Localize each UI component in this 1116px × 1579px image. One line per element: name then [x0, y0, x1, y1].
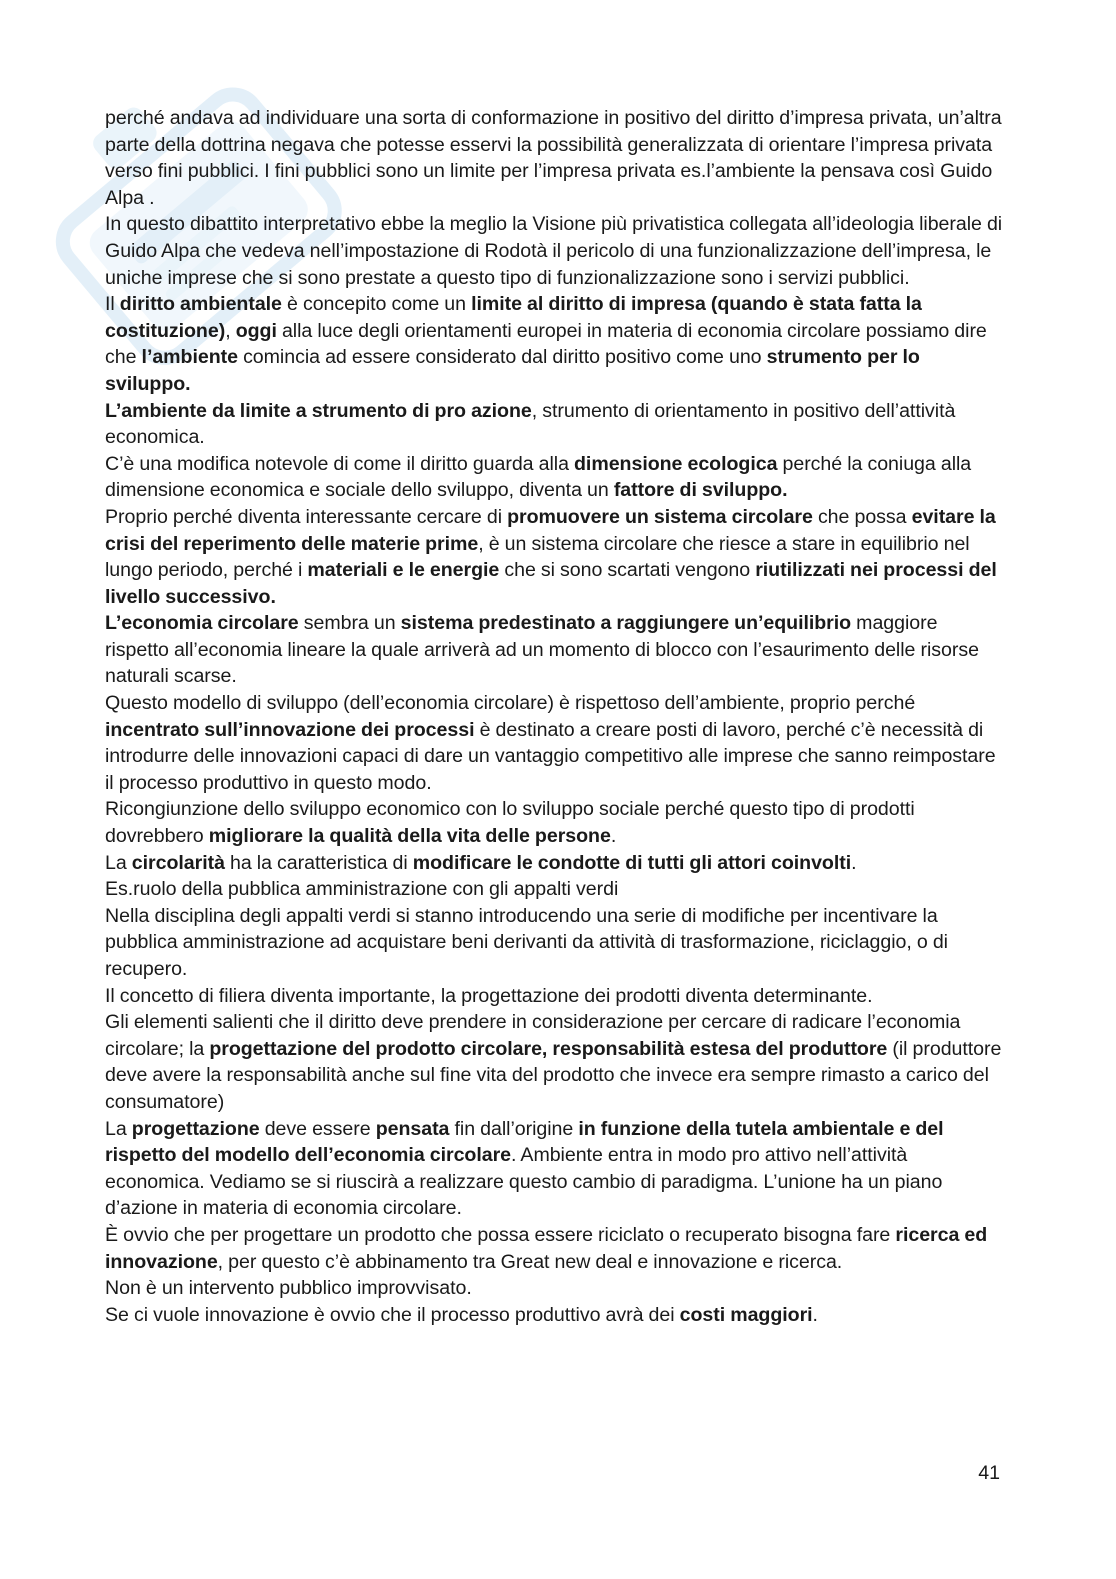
paragraph [105, 850, 1005, 877]
paragraph [105, 1275, 1005, 1302]
text-run: Il concetto di filiera diventa importante, la progettazione dei prodotti diventa determinante. [105, 984, 873, 1007]
bold-text: ricerca ed innovazione [105, 1223, 988, 1273]
bold-text: incentrato sull’innovazione dei processi [105, 718, 475, 741]
paragraph [105, 504, 1005, 610]
paragraph [105, 983, 1005, 1010]
text-run: Non è un intervento pubblico improvvisato. [105, 1277, 472, 1300]
text-run: , [225, 319, 236, 342]
bold-text: migliorare la qualità della vita delle persone [208, 825, 611, 848]
text-run: Se ci vuole innovazione è ovvio che il processo produttivo avrà dei [105, 1303, 680, 1326]
bold-text: fattore di sviluppo. [613, 479, 788, 502]
paragraph [105, 211, 1005, 291]
bold-text: dimensione ecologica [574, 452, 778, 475]
paragraph [105, 105, 1005, 211]
text-run: La [105, 1117, 132, 1140]
text-run: Il [105, 293, 120, 316]
text-run: maggiore rispetto all’economia lineare la quale arriverà ad un momento di blocco con l’esaurimento delle risorse naturali scarse. [105, 612, 979, 688]
text-run: alla luce degli orientamenti europei in materia di economia circolare possiamo dire che [105, 319, 987, 369]
body-text [105, 105, 1005, 1328]
bold-text: oggi [235, 319, 277, 342]
bold-text: materiali e le energie [307, 559, 500, 582]
text-run: è concepito come un [281, 293, 472, 316]
text-run: Proprio perché diventa interessante cercare di [105, 505, 508, 528]
bold-text: riutilizzati nei processi del livello successivo. [105, 559, 997, 608]
text-run: comincia ad essere considerato dal diritto positivo come uno [237, 346, 767, 369]
text-run: perché andava ad individuare una sorta di conformazione in positivo del diritto d’impresa privata, un’altra parte della dottrina negava che potesse esservi la possibilità generalizzata di orientare l’impresa privata verso fini pubblici. I fini pubblici sono un limite per l’impresa privata es.l’ambiente la pensava così Guido Alpa . [105, 107, 1002, 209]
text-run: . [851, 851, 857, 874]
text-run: sembra un [298, 612, 401, 635]
text-run: Nella disciplina degli appalti verdi si stanno introducendo una serie di modifiche per incentivare la pubblica amministrazione ad acquistare beni derivanti da attività di trasformazione, riciclaggio, o di recupero. [105, 904, 948, 980]
text-run: , strumento di orientamento in positivo dell’attività economica. [105, 399, 956, 449]
text-run: In questo dibattito interpretativo ebbe la meglio la Visione più privatistica collegata all’ideologia liberale di Guido Alpa che vedeva nell’impostazione di Rodotà il pericolo di una funzionalizzazione dell’impresa, le uniche imprese che si sono prestate a questo tipo di funzionalizzazione sono i servizi pubblici. [105, 213, 1003, 289]
paragraph [105, 1116, 1005, 1222]
bold-text: sistema predestinato a raggiungere un’equilibrio [400, 612, 852, 635]
paragraph [105, 690, 1005, 796]
bold-text: in funzione della tutela ambientale e del rispetto del modello dell’economia circolare [105, 1117, 944, 1167]
bold-text: strumento per lo sviluppo. [105, 346, 920, 395]
text-run: Gli elementi salienti che il diritto deve prendere in considerazione per cercare di radicare l’economia circolare; la [105, 1011, 961, 1060]
paragraph [105, 398, 1005, 451]
text-run: ha la caratteristica di [224, 851, 413, 874]
bold-text: progettazione del prodotto circolare, responsabilità estesa del produttore [209, 1037, 888, 1060]
paragraph [105, 610, 1005, 690]
bold-text: costi maggiori [679, 1303, 813, 1326]
bold-text: evitare la crisi del reperimento delle materie prime [105, 505, 996, 555]
bold-text: promuovere un sistema circolare [507, 505, 813, 528]
text-run: . Ambiente entra in modo pro attivo nell’attività economica. Vediamo se si riuscirà a realizzare questo cambio di paradigma. L’unione ha un piano d’azione in materia di economia circolare. [105, 1144, 943, 1220]
paragraph [105, 451, 1005, 504]
text-run: che possa [812, 505, 912, 528]
text-run: (il produttore deve avere la responsabilità anche sul fine vita del prodotto che invece era sempre rimasto a carico del consumatore) [105, 1037, 1002, 1113]
text-run: Es.ruolo della pubblica amministrazione con gli appalti verdi [105, 878, 619, 901]
bold-text: l’ambiente [141, 346, 238, 369]
bold-text: L’economia circolare [105, 612, 299, 635]
paragraph [105, 1009, 1005, 1115]
paragraph [105, 291, 1005, 397]
paragraph [105, 1302, 1005, 1329]
text-run: Ricongiunzione dello sviluppo economico con lo sviluppo sociale perché questo tipo di prodotti dovrebbero [105, 798, 915, 848]
text-run: . [812, 1303, 818, 1326]
text-run: perché la coniuga alla dimensione economica e sociale dello sviluppo, diventa un [105, 452, 972, 502]
text-run: che si sono scartati vengono [499, 559, 756, 582]
bold-text: pensata [375, 1117, 450, 1140]
bold-text: circolarità [131, 851, 225, 874]
text-run: è destinato a creare posti di lavoro, perché c’è necessità di introdurre delle innovazioni capaci di dare un vantaggio competitivo alle imprese che sanno reimpostare il processo produttivo in questo modo. [105, 718, 996, 794]
paragraph [105, 1222, 1005, 1275]
bold-text: modificare le condotte di tutti gli attori coinvolti [412, 851, 852, 874]
text-run: La [105, 851, 132, 874]
text-run: C’è una modifica notevole di come il diritto guarda alla [105, 452, 575, 475]
text-run: deve essere [259, 1117, 376, 1140]
text-run: , per questo c’è abbinamento tra Great new deal e innovazione e ricerca. [217, 1250, 843, 1273]
paragraph [105, 903, 1005, 983]
bold-text: progettazione [131, 1117, 260, 1140]
text-run: . [610, 825, 617, 848]
page-number: 41 [978, 1462, 1000, 1484]
bold-text: limite al diritto di impresa (quando è stata fatta la costituzione) [105, 293, 922, 342]
bold-text: L’ambiente da limite a strumento di pro azione [105, 399, 532, 422]
paragraph [105, 876, 1005, 903]
paragraph [105, 796, 1005, 849]
text-run: È ovvio che per progettare un prodotto che possa essere riciclato o recuperato bisogna fare [105, 1223, 896, 1246]
bold-text: diritto ambientale [119, 293, 282, 316]
text-run: Questo modello di sviluppo (dell’economia circolare) è rispettoso dell’ambiente, proprio perché [105, 692, 916, 715]
text-run: , è un sistema circolare che riesce a stare in equilibrio nel lungo periodo, perché i [105, 532, 970, 582]
text-run: fin dall’origine [449, 1117, 579, 1140]
